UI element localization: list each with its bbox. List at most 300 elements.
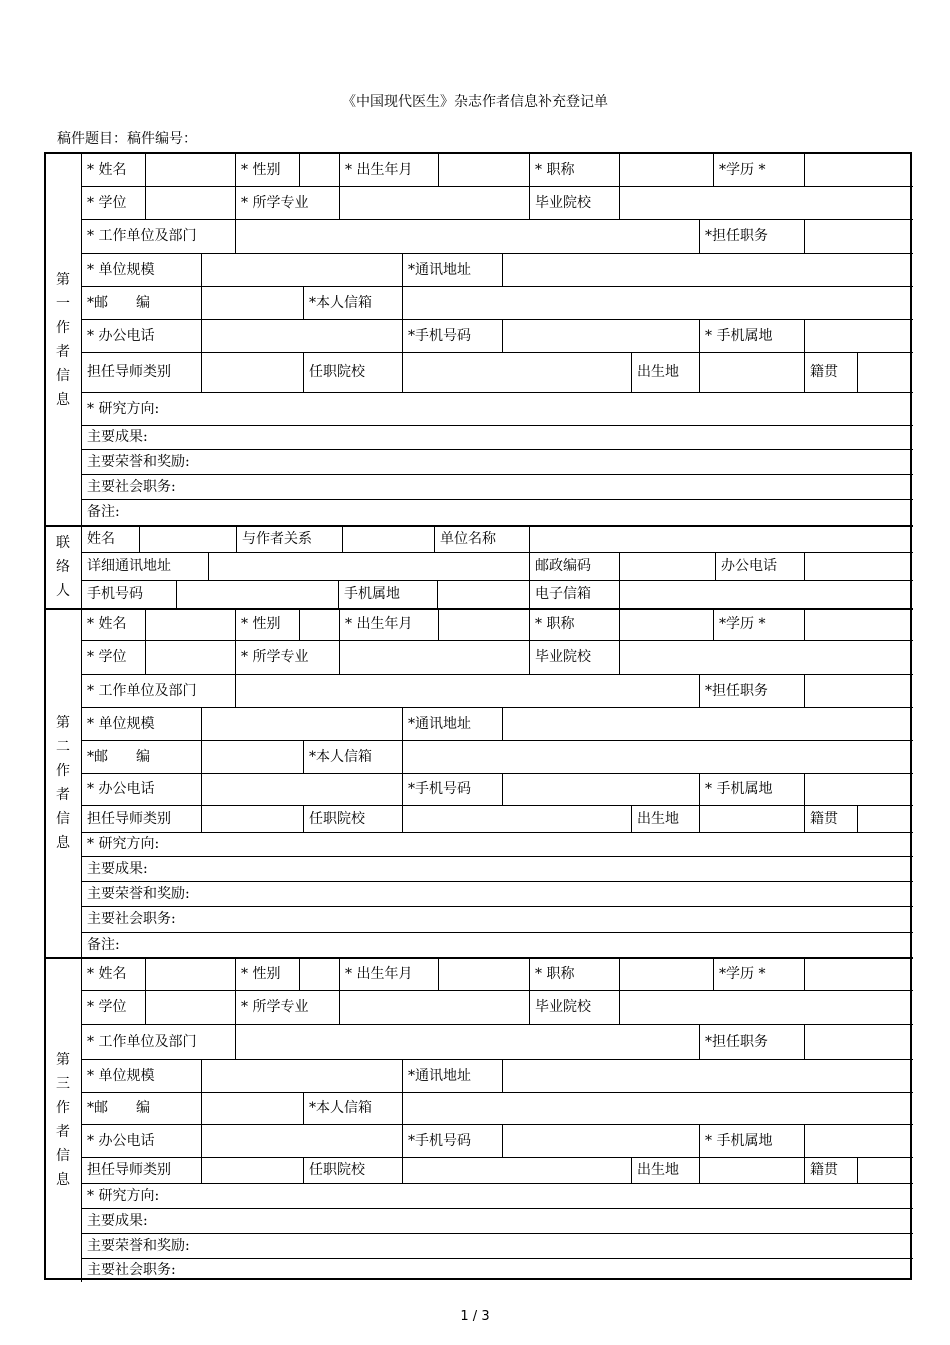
- grid-line: [529, 608, 530, 640]
- third-author-email-label: *本人信箱: [309, 1100, 372, 1116]
- grid-line: [713, 608, 714, 640]
- grid-line: [402, 1124, 403, 1157]
- grid-line: [145, 990, 146, 1024]
- second-author-mailing-address-label: *通讯地址: [408, 715, 471, 732]
- second-author-office-phone-field[interactable]: [203, 775, 400, 803]
- first-author-native-place-field[interactable]: [859, 354, 911, 390]
- third-author-position-field[interactable]: [806, 1026, 911, 1057]
- second-author-mailing-address-field[interactable]: [504, 709, 911, 738]
- third-author-office-phone-field[interactable]: [203, 1126, 400, 1155]
- first-author-unit-scale-field[interactable]: [203, 255, 400, 284]
- second-author-remarks-label: 备注:: [87, 936, 120, 953]
- second-author-position-label: *担任职务: [705, 682, 768, 699]
- second-author-work-unit-field[interactable]: [237, 676, 697, 705]
- grid-line: [402, 1059, 403, 1092]
- third-author-work-unit-field[interactable]: [237, 1026, 697, 1057]
- second-author-employing-school-label: 任职院校: [309, 810, 365, 827]
- grid-line: [715, 552, 716, 580]
- third-author-education-field[interactable]: [806, 959, 911, 988]
- first-author-native-place-label: 籍贯: [810, 364, 838, 380]
- third-author-birth-field[interactable]: [440, 959, 527, 988]
- second-author-name-field[interactable]: [147, 610, 233, 638]
- second-author-mobile-location-field[interactable]: [806, 775, 911, 803]
- second-author-education-field[interactable]: [806, 610, 911, 638]
- contact-mobile-location-label: 手机属地: [344, 586, 400, 602]
- contact-email-field[interactable]: [621, 582, 911, 606]
- first-author-birth-label: * 出生年月: [345, 162, 413, 178]
- grid-line: [804, 1124, 805, 1157]
- grid-line: [713, 957, 714, 990]
- first-author-honors-field[interactable]: [193, 451, 911, 472]
- first-author-name-field[interactable]: [147, 156, 233, 184]
- second-author-postcode-field[interactable]: [203, 742, 301, 771]
- third-author-research-label: * 研究方向:: [87, 1187, 160, 1204]
- grid-line: [81, 499, 913, 500]
- document-title: 《中国现代医生》杂志作者信息补充登记单: [342, 94, 608, 110]
- second-author-major-field[interactable]: [341, 642, 527, 672]
- third-author-name-label: * 姓名: [87, 965, 127, 982]
- second-author-honors-label: 主要荣誉和奖励:: [87, 885, 190, 902]
- second-author-achievements-label: 主要成果:: [87, 860, 148, 877]
- grid-line: [529, 186, 530, 219]
- contact-mobile-location-field[interactable]: [439, 582, 527, 606]
- third-author-work-unit-label: * 工作单位及部门: [87, 1033, 197, 1050]
- third-author-section-label: [46, 1048, 80, 1192]
- grid-line: [339, 154, 340, 186]
- first-author-mobile-location-label: * 手机属地: [705, 327, 773, 344]
- third-author-birthplace-field[interactable]: [701, 1159, 802, 1181]
- first-author-major-label: * 所学专业: [241, 194, 309, 211]
- second-author-birth-label: * 出生年月: [345, 616, 413, 632]
- grid-line: [699, 219, 700, 253]
- first-author-office-phone-label: * 办公电话: [87, 327, 155, 344]
- grid-line: [529, 154, 530, 186]
- grid-line: [201, 1157, 202, 1183]
- grid-line: [81, 449, 913, 450]
- second-author-mobile-field[interactable]: [504, 775, 697, 803]
- third-author-name-field[interactable]: [147, 959, 233, 988]
- grid-line: [804, 552, 805, 580]
- section-label-char: 第: [56, 1051, 70, 1068]
- grid-line: [804, 319, 805, 352]
- grid-line: [303, 1157, 304, 1183]
- grid-line: [529, 552, 530, 580]
- third-author-supervisor-type-field[interactable]: [203, 1159, 301, 1181]
- grid-line: [529, 990, 530, 1024]
- contact-name-field[interactable]: [141, 527, 234, 550]
- first-author-employing-school-label: 任职院校: [309, 364, 365, 380]
- third-author-supervisor-type-label: 担任导师类别: [87, 1162, 171, 1178]
- grid-line: [402, 773, 403, 805]
- author-info-form: [44, 152, 912, 1280]
- grid-line: [699, 773, 700, 805]
- grid-line: [804, 1157, 805, 1183]
- grid-line: [402, 319, 403, 352]
- grid-line: [81, 319, 913, 320]
- second-author-mobile-location-label: * 手机属地: [705, 781, 773, 797]
- third-author-honors-field[interactable]: [193, 1235, 911, 1256]
- grid-line: [437, 580, 438, 608]
- grid-line: [303, 1092, 304, 1124]
- grid-line: [235, 674, 236, 707]
- first-author-education-label: *学历 *: [719, 162, 766, 178]
- grid-line: [402, 707, 403, 740]
- third-author-mobile-field[interactable]: [504, 1126, 697, 1155]
- grid-line: [81, 552, 913, 553]
- grid-line: [145, 608, 146, 640]
- third-author-position-label: *担任职务: [705, 1033, 768, 1050]
- second-author-research-field[interactable]: [193, 834, 911, 854]
- first-author-email-field[interactable]: [404, 288, 911, 317]
- grid-line: [402, 740, 403, 773]
- grid-line: [804, 219, 805, 253]
- grid-line: [303, 805, 304, 832]
- section-label-divider: [81, 154, 82, 1282]
- second-author-position-field[interactable]: [806, 676, 911, 705]
- third-author-gender-field[interactable]: [301, 959, 337, 988]
- contact-address-field[interactable]: [210, 554, 527, 578]
- second-author-remarks-field[interactable]: [193, 934, 911, 955]
- grid-line: [303, 740, 304, 773]
- grid-line: [699, 1024, 700, 1059]
- first-author-mobile-field[interactable]: [504, 321, 697, 350]
- grid-line: [201, 286, 202, 319]
- first-author-work-unit-field[interactable]: [237, 221, 697, 251]
- grid-line: [81, 1024, 913, 1025]
- second-author-office-phone-label: * 办公电话: [87, 781, 155, 797]
- third-author-degree-label: * 学位: [87, 999, 127, 1015]
- grid-line: [529, 957, 530, 990]
- first-author-mobile-location-field[interactable]: [806, 321, 911, 350]
- grid-line: [201, 740, 202, 773]
- second-author-birthplace-field[interactable]: [701, 807, 802, 830]
- first-author-graduate-school-field[interactable]: [621, 188, 911, 217]
- second-author-gender-label: * 性别: [241, 616, 281, 632]
- grid-line: [804, 773, 805, 805]
- grid-line: [402, 352, 403, 392]
- third-author-native-place-field[interactable]: [859, 1159, 911, 1181]
- grid-line: [339, 186, 340, 219]
- grid-line: [201, 253, 202, 286]
- second-author-unit-scale-label: * 单位规模: [87, 715, 155, 732]
- grid-line: [81, 1233, 913, 1234]
- grid-line: [81, 425, 913, 426]
- third-author-mobile-label: *手机号码: [408, 1132, 471, 1149]
- second-author-supervisor-type-field[interactable]: [203, 807, 301, 830]
- first-author-mailing-address-label: *通讯地址: [408, 261, 471, 278]
- grid-line: [402, 805, 403, 832]
- grid-line: [81, 805, 913, 806]
- section-label-char: 二: [56, 738, 70, 755]
- third-author-office-phone-label: * 办公电话: [87, 1132, 155, 1149]
- first-author-education-field[interactable]: [806, 156, 911, 184]
- first-author-title-field[interactable]: [621, 156, 711, 184]
- grid-line: [208, 552, 209, 580]
- third-author-title-field[interactable]: [621, 959, 711, 988]
- grid-line: [338, 580, 339, 608]
- second-author-postcode-label: *邮 编: [87, 748, 150, 765]
- grid-line: [857, 1157, 858, 1183]
- grid-line: [81, 1059, 913, 1060]
- second-author-major-label: * 所学专业: [241, 649, 309, 665]
- third-author-graduate-school-field[interactable]: [621, 992, 911, 1022]
- grid-line: [81, 707, 913, 708]
- first-author-supervisor-type-field[interactable]: [203, 354, 301, 390]
- first-author-research-field[interactable]: [193, 394, 911, 423]
- first-author-achievements-label: 主要成果:: [87, 429, 148, 445]
- grid-line: [402, 286, 403, 319]
- third-author-mailing-address-label: *通讯地址: [408, 1067, 471, 1084]
- second-author-social-roles-field[interactable]: [193, 908, 911, 930]
- second-author-graduate-school-field[interactable]: [621, 642, 911, 672]
- grid-line: [201, 805, 202, 832]
- section-label-char: 作: [56, 1099, 70, 1116]
- grid-line: [699, 319, 700, 352]
- section-label-char: 第: [56, 714, 70, 731]
- second-author-degree-field[interactable]: [147, 642, 233, 672]
- grid-line: [81, 186, 913, 187]
- section-label-char: 第: [56, 271, 70, 288]
- first-author-graduate-school-label: 毕业院校: [535, 194, 591, 211]
- third-author-honors-label: 主要荣誉和奖励:: [87, 1237, 190, 1254]
- second-author-employing-school-field[interactable]: [404, 807, 629, 830]
- section-label-char: 息: [56, 391, 70, 408]
- contact-mobile-label: 手机号码: [87, 586, 143, 602]
- second-author-email-label: *本人信箱: [309, 748, 372, 765]
- section-label-char: 三: [56, 1075, 70, 1092]
- first-author-honors-label: 主要荣誉和奖励:: [87, 453, 190, 470]
- first-author-social-roles-field[interactable]: [193, 476, 911, 497]
- grid-line: [145, 640, 146, 674]
- third-author-major-field[interactable]: [341, 992, 527, 1022]
- first-author-mailing-address-field[interactable]: [504, 255, 911, 284]
- second-author-achievements-field[interactable]: [193, 858, 911, 879]
- contact-address-label: 详细通讯地址: [87, 558, 171, 574]
- grid-line: [631, 805, 632, 832]
- grid-line: [339, 608, 340, 640]
- grid-line: [619, 608, 620, 640]
- second-author-supervisor-type-label: 担任导师类别: [87, 810, 171, 827]
- grid-line: [619, 580, 620, 608]
- first-author-gender-label: * 性别: [241, 162, 281, 178]
- second-author-birth-field[interactable]: [440, 610, 527, 638]
- grid-line: [303, 286, 304, 319]
- grid-line: [236, 525, 237, 552]
- grid-line: [81, 832, 913, 833]
- first-author-degree-label: * 学位: [87, 194, 127, 211]
- third-author-postcode-field[interactable]: [203, 1094, 301, 1122]
- third-author-achievements-field[interactable]: [193, 1210, 911, 1231]
- section-label-char: 息: [56, 834, 70, 851]
- grid-line: [235, 957, 236, 990]
- grid-line: [201, 707, 202, 740]
- first-author-office-phone-field[interactable]: [203, 321, 400, 350]
- second-author-native-place-label: 籍贯: [810, 810, 838, 827]
- third-author-degree-field[interactable]: [147, 992, 233, 1022]
- grid-line: [145, 154, 146, 186]
- grid-line: [81, 1183, 913, 1184]
- third-author-unit-scale-label: * 单位规模: [87, 1067, 155, 1084]
- grid-line: [145, 186, 146, 219]
- first-author-name-label: * 姓名: [87, 162, 127, 178]
- third-author-social-roles-field[interactable]: [193, 1260, 911, 1280]
- section-label-char: 络: [56, 558, 70, 575]
- third-author-native-place-label: 籍贯: [810, 1162, 838, 1178]
- grid-line: [699, 674, 700, 707]
- third-author-research-field[interactable]: [193, 1185, 911, 1206]
- section-label-char: 者: [56, 1123, 70, 1140]
- first-author-employing-school-field[interactable]: [404, 354, 629, 390]
- grid-line: [619, 186, 620, 219]
- grid-line: [81, 674, 913, 675]
- grid-line: [81, 1092, 913, 1093]
- grid-line: [502, 319, 503, 352]
- first-author-postcode-field[interactable]: [203, 288, 301, 317]
- contact-mobile-field[interactable]: [178, 582, 336, 606]
- grid-line: [139, 525, 140, 552]
- grid-line: [81, 1208, 913, 1209]
- second-author-unit-scale-field[interactable]: [203, 709, 400, 738]
- section-label-char: 一: [56, 295, 70, 312]
- grid-line: [81, 1157, 913, 1158]
- first-author-title-label: * 职称: [535, 162, 575, 178]
- grid-line: [201, 352, 202, 392]
- grid-line: [235, 608, 236, 640]
- section-label-char: 作: [56, 762, 70, 779]
- third-author-graduate-school-label: 毕业院校: [535, 999, 591, 1015]
- section-label-char: 信: [56, 367, 70, 384]
- grid-line: [339, 640, 340, 674]
- grid-line: [699, 1124, 700, 1157]
- grid-line: [81, 906, 913, 907]
- first-author-unit-scale-label: * 单位规模: [87, 261, 155, 278]
- grid-line: [402, 1157, 403, 1183]
- grid-line: [804, 957, 805, 990]
- second-author-native-place-field[interactable]: [859, 807, 911, 830]
- contact-unit-name-field[interactable]: [531, 527, 911, 550]
- first-author-birthplace-field[interactable]: [701, 354, 802, 390]
- second-author-email-field[interactable]: [404, 742, 911, 771]
- third-author-social-roles-label: 主要社会职务:: [87, 1262, 176, 1278]
- grid-line: [619, 552, 620, 580]
- first-author-work-unit-label: * 工作单位及部门: [87, 228, 197, 244]
- grid-line: [804, 674, 805, 707]
- page-indicator: 1 / 3: [460, 1309, 490, 1324]
- section-label-char: 人: [56, 582, 70, 599]
- second-author-work-unit-label: * 工作单位及部门: [87, 682, 197, 699]
- third-author-major-label: * 所学专业: [241, 999, 309, 1015]
- third-author-unit-scale-field[interactable]: [203, 1061, 400, 1090]
- first-author-position-field[interactable]: [806, 221, 911, 251]
- first-author-remarks-label: 备注:: [87, 504, 120, 520]
- contact-relation-field[interactable]: [344, 527, 432, 550]
- grid-line: [201, 1059, 202, 1092]
- first-author-gender-field[interactable]: [301, 156, 337, 184]
- second-author-research-label: * 研究方向:: [87, 836, 160, 852]
- grid-line: [81, 856, 913, 857]
- first-author-remarks-field[interactable]: [193, 501, 911, 523]
- grid-line: [804, 805, 805, 832]
- grid-line: [81, 1258, 913, 1259]
- grid-line: [804, 1024, 805, 1059]
- third-author-mobile-location-field[interactable]: [806, 1126, 911, 1155]
- second-author-title-field[interactable]: [621, 610, 711, 638]
- grid-line: [402, 253, 403, 286]
- second-author-honors-field[interactable]: [193, 883, 911, 904]
- contact-section-label: [46, 531, 80, 603]
- third-author-email-field[interactable]: [404, 1094, 911, 1122]
- third-author-mobile-location-label: * 手机属地: [705, 1132, 773, 1149]
- grid-line: [81, 219, 913, 220]
- third-author-employing-school-field[interactable]: [404, 1159, 629, 1181]
- grid-line: [303, 352, 304, 392]
- grid-line: [201, 1124, 202, 1157]
- contact-postcode-field[interactable]: [621, 554, 713, 578]
- second-author-mobile-label: *手机号码: [408, 781, 471, 797]
- grid-line: [502, 253, 503, 286]
- grid-line: [434, 525, 435, 552]
- third-author-mailing-address-field[interactable]: [504, 1061, 911, 1090]
- first-author-postcode-label: *邮 编: [87, 294, 150, 311]
- grid-line: [235, 1024, 236, 1059]
- grid-line: [235, 640, 236, 674]
- grid-line: [81, 580, 913, 581]
- second-author-education-label: *学历 *: [719, 616, 766, 632]
- grid-line: [299, 957, 300, 990]
- grid-line: [81, 990, 913, 991]
- grid-line: [502, 707, 503, 740]
- grid-line: [235, 186, 236, 219]
- grid-line: [145, 957, 146, 990]
- second-author-gender-field[interactable]: [301, 610, 337, 638]
- section-label-char: 息: [56, 1171, 70, 1188]
- grid-line: [402, 1092, 403, 1124]
- first-author-supervisor-type-label: 担任导师类别: [87, 364, 171, 380]
- grid-line: [502, 773, 503, 805]
- grid-line: [81, 392, 913, 393]
- grid-line: [81, 1124, 913, 1125]
- section-label-char: 者: [56, 786, 70, 803]
- first-author-section-label: [46, 268, 80, 412]
- section-label-char: 作: [56, 319, 70, 336]
- grid-line: [81, 740, 913, 741]
- grid-line: [502, 1124, 503, 1157]
- contact-office-phone-field[interactable]: [806, 554, 911, 578]
- first-author-achievements-field[interactable]: [193, 427, 911, 447]
- grid-line: [81, 932, 913, 933]
- grid-line: [201, 773, 202, 805]
- first-author-degree-field[interactable]: [147, 188, 233, 217]
- grid-line: [438, 957, 439, 990]
- grid-line: [342, 525, 343, 552]
- grid-line: [235, 219, 236, 253]
- second-author-social-roles-label: 主要社会职务:: [87, 911, 176, 927]
- grid-line: [619, 640, 620, 674]
- first-author-birth-field[interactable]: [440, 156, 527, 184]
- grid-line: [81, 881, 913, 882]
- grid-line: [201, 1092, 202, 1124]
- third-author-gender-label: * 性别: [241, 965, 281, 982]
- second-author-title-label: * 职称: [535, 616, 575, 632]
- first-author-major-field[interactable]: [341, 188, 527, 217]
- grid-line: [631, 1157, 632, 1183]
- grid-line: [804, 608, 805, 640]
- grid-line: [857, 352, 858, 392]
- grid-line: [619, 154, 620, 186]
- grid-line: [438, 154, 439, 186]
- first-author-mobile-label: *手机号码: [408, 327, 471, 344]
- third-author-education-label: *学历 *: [719, 965, 766, 982]
